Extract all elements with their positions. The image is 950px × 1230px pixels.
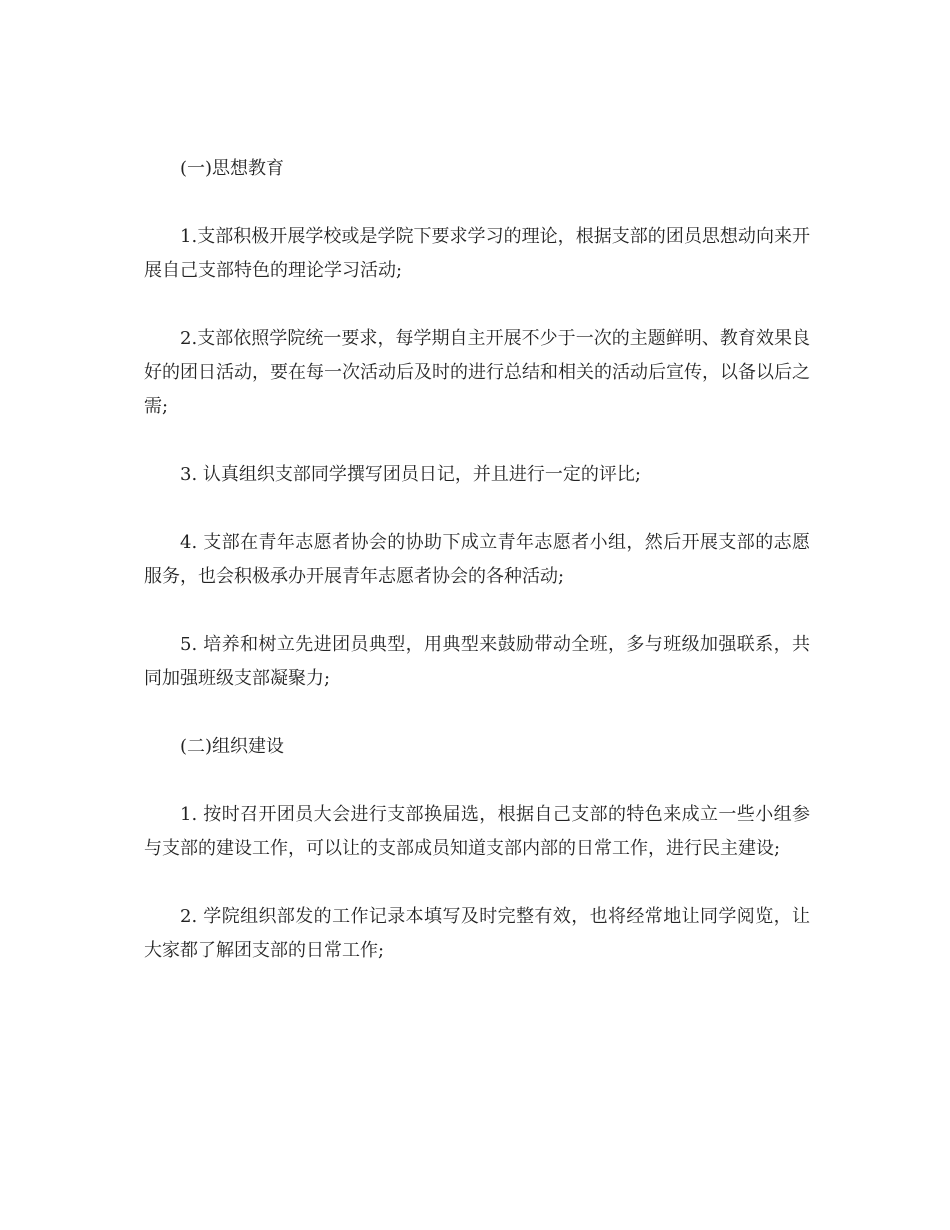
section-heading-ideological-education: (一)思想教育 xyxy=(180,158,285,179)
document-body xyxy=(144,152,810,968)
paragraph-member-diary: 3. 认真组织支部同学撰写团员日记，并且进行一定的评比; xyxy=(180,464,641,485)
paragraph-branch-election: 1. 按时召开团员大会进行支部换届选，根据自己支部的特色来成立一些小组参与支部的建设工作，可以让的支部成员知道支部内部的日常工作，进行民主建设; xyxy=(144,804,810,859)
paragraph-work-record: 2. 学院组织部发的工作记录本填写及时完整有效，也将经常地让同学阅览，让大家都了解团支部的日常工作; xyxy=(144,906,810,961)
paragraph-volunteer-group: 4. 支部在青年志愿者协会的协助下成立青年志愿者小组，然后开展支部的志愿服务，也会积极承办开展青年志愿者协会的各种活动; xyxy=(144,532,810,587)
paragraph-theory-study: 1.支部积极开展学校或是学院下要求学习的理论，根据支部的团员思想动向来开展自己支部特色的理论学习活动; xyxy=(144,226,810,281)
paragraph-league-day-activity: 2.支部依照学院统一要求，每学期自主开展不少于一次的主题鲜明、教育效果良好的团日活动，要在每一次活动后及时的进行总结和相关的活动后宣传，以备以后之需; xyxy=(144,328,810,417)
section-heading-organization-building: (二)组织建设 xyxy=(180,736,285,757)
paragraph-role-models: 5. 培养和树立先进团员典型，用典型来鼓励带动全班，多与班级加强联系，共 同加强班级支部凝聚力; xyxy=(144,634,810,689)
